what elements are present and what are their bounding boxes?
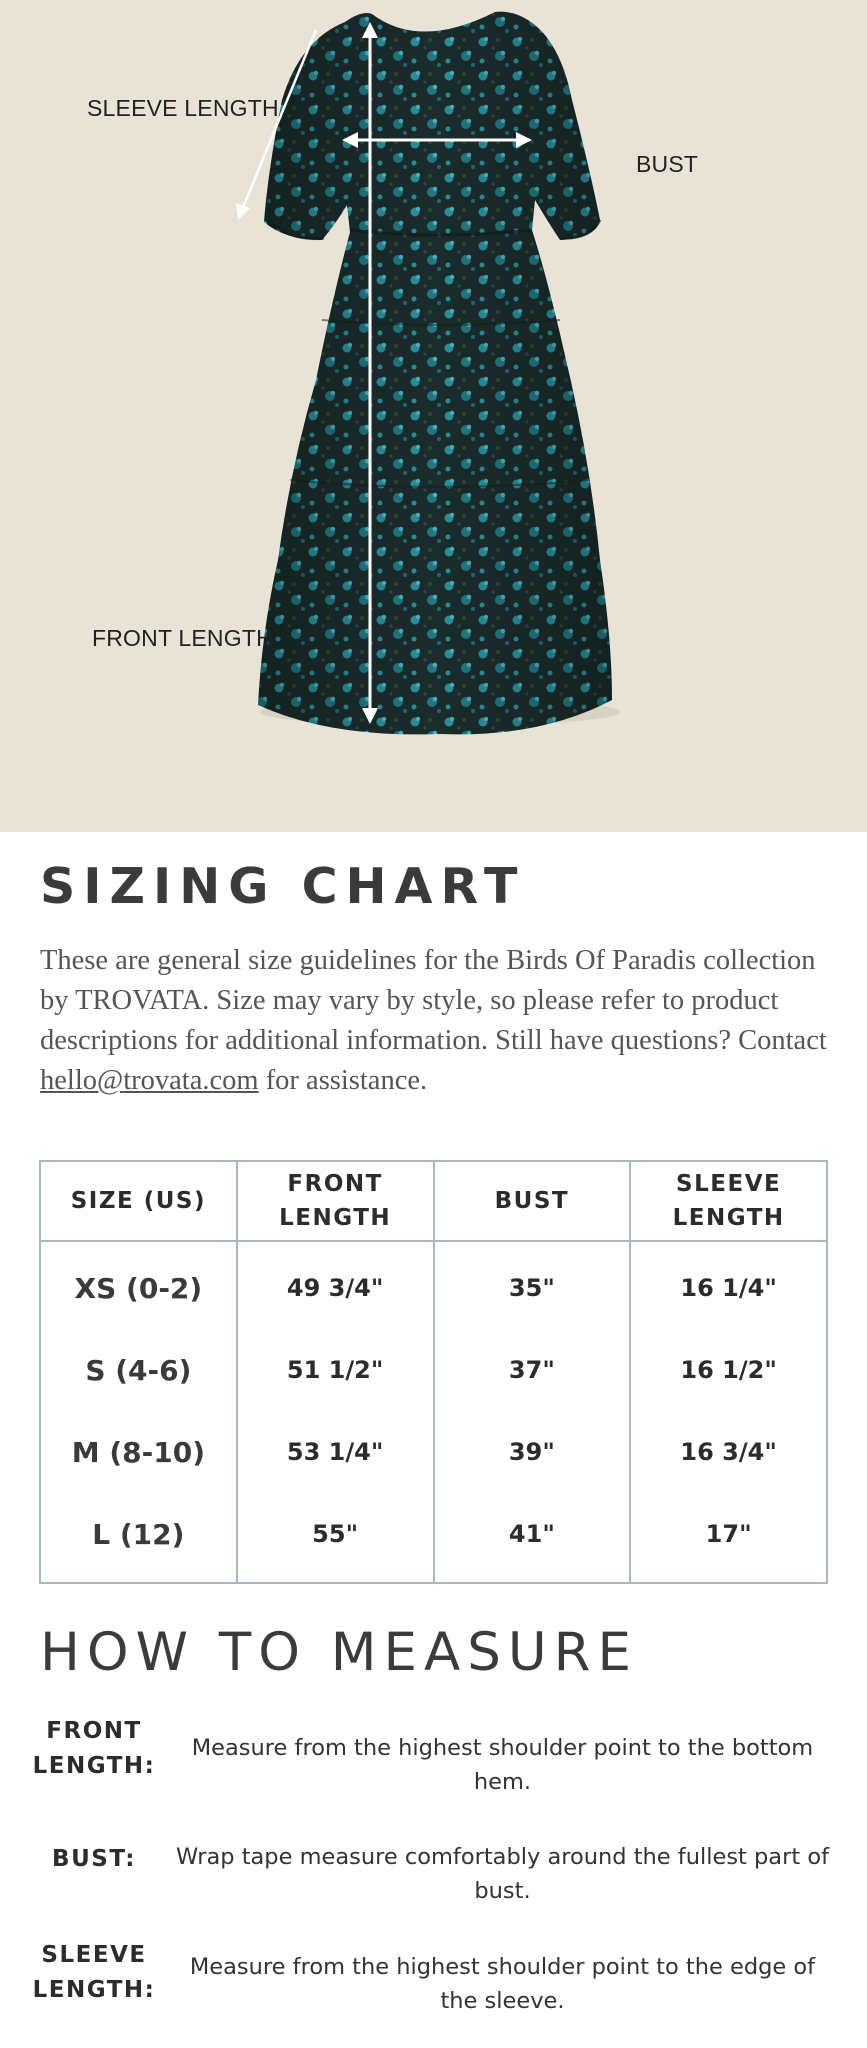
size-cell: L (12) [40, 1493, 237, 1583]
sleeve-length-cell: 17" [630, 1493, 827, 1583]
header-bust: BUST [434, 1161, 631, 1241]
intro-paragraph [40, 941, 840, 1101]
sleeve-length-cell: 16 1/4" [630, 1241, 827, 1329]
size-table [39, 1160, 828, 1584]
sleeve-length-cell: 16 1/2" [630, 1329, 827, 1411]
bust-cell: 41" [434, 1493, 631, 1583]
dress-illustration [0, 0, 867, 832]
bust-cell: 39" [434, 1411, 631, 1493]
sleeve-length-cell: 16 3/4" [630, 1411, 827, 1493]
header-front-length: FRONT LENGTH [237, 1161, 434, 1241]
intro-suffix: for assistance. [258, 1065, 428, 1096]
contact-email-link[interactable]: hello@trovata.com [40, 1065, 259, 1096]
dress-diagram [0, 0, 867, 832]
intro-text: These are general size guidelines for the Birds Of Paradis collection by TROVATA. Size may vary by style, so please refer to product descriptions for additional information. Still have questions? Contact [40, 945, 827, 1056]
front-length-cell: 53 1/4" [237, 1411, 434, 1493]
header-sleeve-length: SLEEVE LENGTH [630, 1161, 827, 1241]
table-row [40, 1241, 827, 1329]
table-header-row [40, 1161, 827, 1241]
size-cell: XS (0-2) [40, 1241, 237, 1329]
measure-label-sleeve-length: SLEEVE LENGTH: [32, 1942, 156, 2003]
front-length-cell: 55" [237, 1493, 434, 1583]
how-to-measure-title: HOW TO MEASURE [40, 1622, 638, 1683]
measure-desc-front-length: Measure from the highest shoulder point to the bottom hem. [191, 1735, 814, 1795]
sleeve-length-label: SLEEVE LENGTH [87, 95, 279, 121]
measure-desc-sleeve-length: Measure from the highest shoulder point to the edge of the sleeve. [189, 1954, 816, 2014]
bust-label: BUST [636, 151, 699, 177]
bust-cell: 37" [434, 1329, 631, 1411]
measure-desc-bust: Wrap tape measure comfortably around the fullest part of bust. [175, 1844, 830, 1904]
measure-label-front-length: FRONT LENGTH: [32, 1718, 156, 1779]
page-title: SIZING CHART [40, 858, 526, 915]
table-row [40, 1493, 827, 1583]
front-length-label: FRONT LENGTH [92, 625, 273, 651]
header-size: SIZE (US) [40, 1161, 237, 1241]
table-row [40, 1329, 827, 1411]
table-row [40, 1411, 827, 1493]
size-cell: M (8-10) [40, 1411, 237, 1493]
measure-label-bust: BUST: [52, 1846, 136, 1872]
front-length-cell: 51 1/2" [237, 1329, 434, 1411]
size-cell: S (4-6) [40, 1329, 237, 1411]
bust-cell: 35" [434, 1241, 631, 1329]
front-length-cell: 49 3/4" [237, 1241, 434, 1329]
